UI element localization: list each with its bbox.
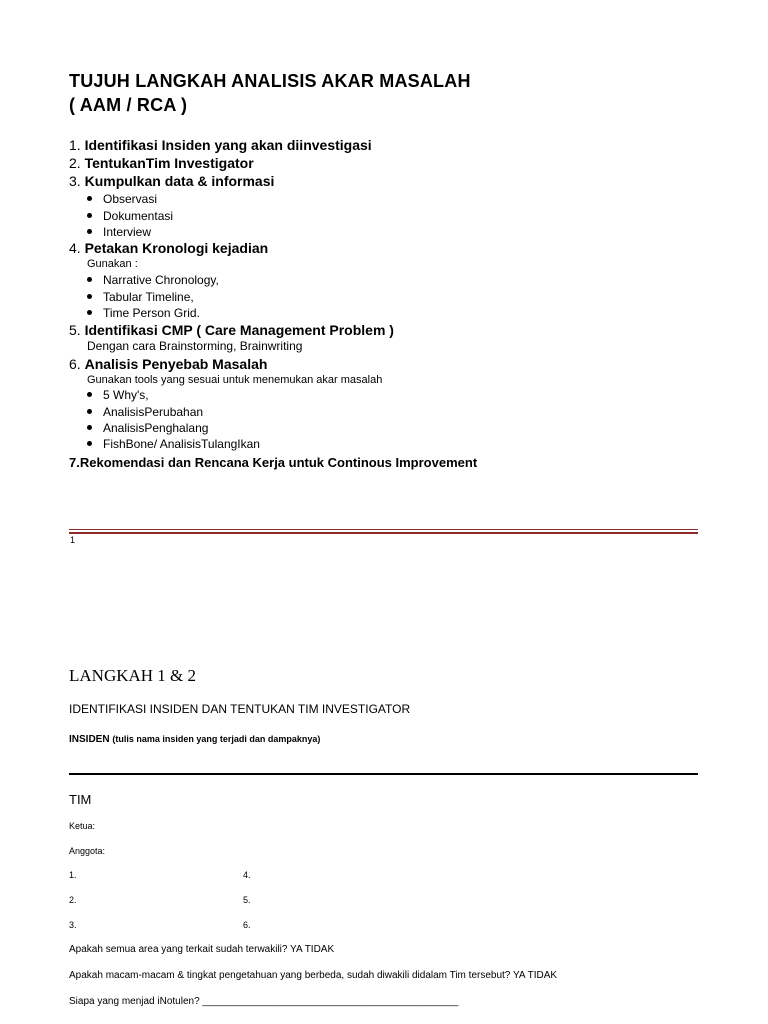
anggota-label: Anggota: (69, 846, 106, 856)
step-2: 2. TentukanTim Investigator (69, 155, 254, 171)
bullet-icon (87, 392, 92, 397)
document-subtitle: ( AAM / RCA ) (69, 95, 188, 115)
page-separator-bottom (69, 532, 698, 534)
member-field-1[interactable]: 1. (69, 870, 77, 880)
step-6-note: Gunakan tools yang sesuai untuk menemukan akar masalah (87, 374, 383, 386)
step-7: 7.Rekomendasi dan Rencana Kerja untuk Continous Improvement (69, 455, 478, 470)
bullet-icon (87, 213, 92, 218)
bullet-icon (87, 196, 92, 201)
member-field-4[interactable]: 4. (243, 870, 251, 880)
question-knowledge: Apakah macam-macam & tingkat pengetahuan yang berbeda, sudah diwakili didalam Tim tersebut? YA TIDAK (69, 970, 558, 981)
page-number: 1 (70, 535, 76, 545)
bullet-icon (87, 441, 92, 446)
tim-label: TIM (69, 792, 92, 807)
question-area: Apakah semua area yang terkait sudah terwakili? YA TIDAK (69, 944, 335, 955)
list-item: AnalisisPenghalang (87, 421, 208, 435)
bullet-icon (87, 294, 92, 299)
list-item: AnalisisPerubahan (87, 405, 203, 419)
insiden-answer-line[interactable] (69, 773, 698, 775)
section-heading: LANGKAH 1 & 2 (69, 666, 197, 685)
list-item: Narrative Chronology, (87, 273, 219, 287)
step-4: 4. Petakan Kronologi kejadian (69, 240, 269, 256)
list-item: Time Person Grid. (87, 306, 200, 320)
step-5: 5. Identifikasi CMP ( Care Management Problem ) (69, 322, 394, 338)
step-4-note: Gunakan : (87, 258, 138, 270)
bullet-icon (87, 277, 92, 282)
member-field-3[interactable]: 3. (69, 920, 77, 930)
member-field-2[interactable]: 2. (69, 895, 77, 905)
bullet-icon (87, 229, 92, 234)
step-5-note: Dengan cara Brainstorming, Brainwriting (87, 339, 303, 353)
list-item: Interview (87, 225, 151, 239)
step-3: 3. Kumpulkan data & informasi (69, 173, 275, 189)
step-6: 6. Analisis Penyebab Masalah (69, 356, 268, 372)
list-item: Dokumentasi (87, 209, 173, 223)
list-item: FishBone/ AnalisisTulangIkan (87, 437, 260, 451)
list-item: Observasi (87, 192, 157, 206)
step-1: 1. Identifikasi Insiden yang akan diinvestigasi (69, 137, 372, 153)
section-subheading: IDENTIFIKASI INSIDEN DAN TENTUKAN TIM INVESTIGATOR (69, 702, 411, 716)
insiden-row: INSIDEN (tulis nama insiden yang terjadi dan dampaknya) (69, 734, 321, 745)
page-separator-top (69, 529, 698, 530)
document-title: TUJUH LANGKAH ANALISIS AKAR MASALAH (69, 71, 471, 91)
list-item: Tabular Timeline, (87, 290, 194, 304)
bullet-icon (87, 310, 92, 315)
bullet-icon (87, 409, 92, 414)
question-notulen: Siapa yang menjad iNotulen? ______________________________________________ (69, 996, 459, 1007)
member-field-5[interactable]: 5. (243, 895, 251, 905)
member-field-6[interactable]: 6. (243, 920, 251, 930)
ketua-field[interactable]: Ketua: (69, 821, 96, 831)
list-item: 5 Why's, (87, 388, 149, 402)
bullet-icon (87, 425, 92, 430)
